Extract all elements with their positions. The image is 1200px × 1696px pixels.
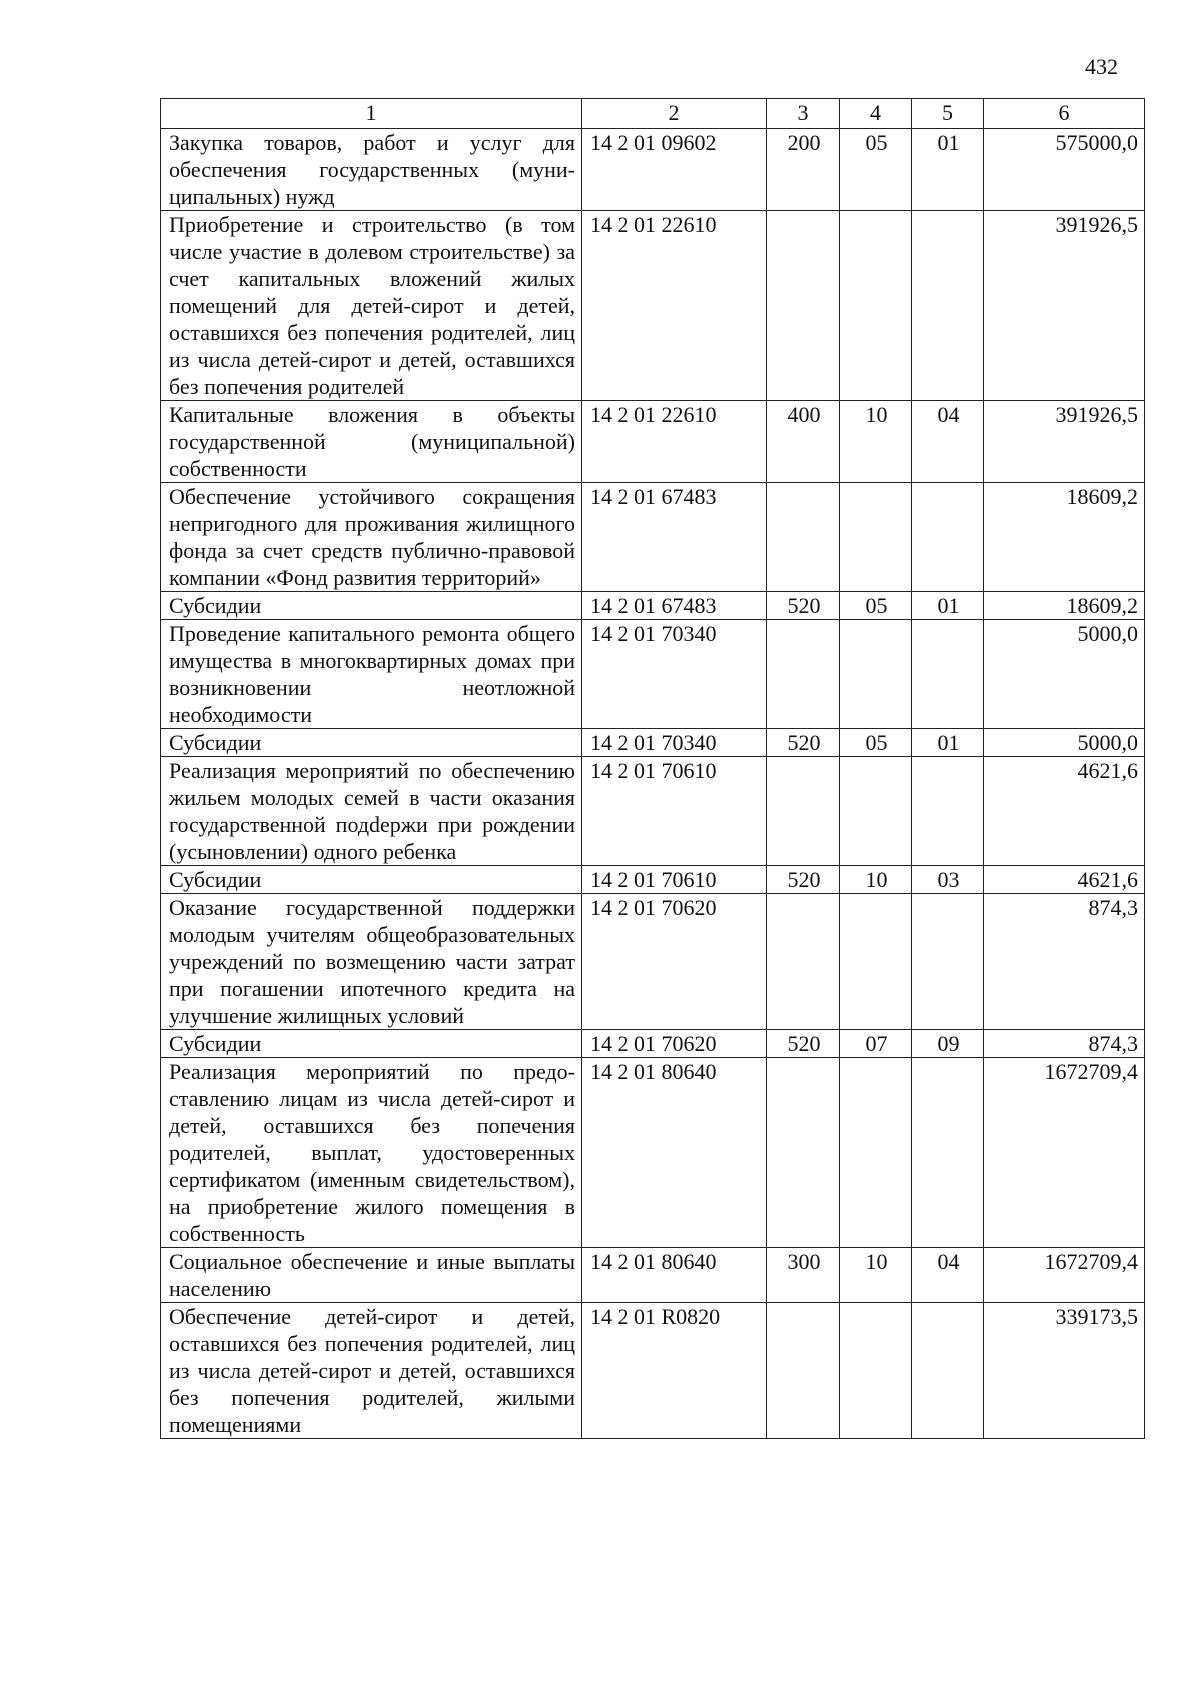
row-name: Оказание государственной поддержки молодым учителям общеобразовательных учреждений по возмещению части затрат при погашении ипотечного кредита на улучшение жилищных условий xyxy=(161,894,582,1030)
row-name: Реализация мероприятий по предоставлению лицам из числа детей-сирот и детей, оставшихся без попечения родителей, выплат, удостоверенных сертификатом (именным свидетельством), на приобретение жилого помещения в собственность xyxy=(161,1058,582,1248)
table-row xyxy=(161,211,1145,401)
row-amount: 391926,5 xyxy=(984,211,1145,401)
row-col-3: 520 xyxy=(767,1030,840,1058)
row-amount: 5000,0 xyxy=(984,729,1145,757)
row-col-5 xyxy=(912,1303,984,1439)
row-col-5 xyxy=(912,1058,984,1248)
row-col-5 xyxy=(912,757,984,866)
row-col-5 xyxy=(912,483,984,592)
row-col-5 xyxy=(912,620,984,729)
table-row xyxy=(161,729,1145,757)
row-col-5: 01 xyxy=(912,129,984,211)
row-name: Субсидии xyxy=(161,592,582,620)
row-code: 14 2 01 70340 xyxy=(582,729,767,757)
table-row xyxy=(161,866,1145,894)
row-name: Реализация мероприятий по обеспечению жильем молодых семей в части оказания государственной подdержи при рождении (усыновлении) одного ребенка xyxy=(161,757,582,866)
column-header-4: 4 xyxy=(840,99,912,129)
row-name: Социальное обеспечение и иные выплаты населению xyxy=(161,1248,582,1303)
row-amount: 1672709,4 xyxy=(984,1058,1145,1248)
row-col-3 xyxy=(767,1303,840,1439)
row-name: Приобретение и строительство (в том числе участие в долевом строительстве) за счет капитальных вложений жилых помещений для детей-сирот и детей, оставшихся без попечения родителей, лиц из числа детей-сирот и детей, оставшихся без попечения родителей xyxy=(161,211,582,401)
row-col-4: 07 xyxy=(840,1030,912,1058)
row-amount: 575000,0 xyxy=(984,129,1145,211)
table-row xyxy=(161,129,1145,211)
row-col-4 xyxy=(840,483,912,592)
row-code: 14 2 01 70610 xyxy=(582,757,767,866)
row-amount: 1672709,4 xyxy=(984,1248,1145,1303)
row-col-4: 05 xyxy=(840,729,912,757)
row-amount: 5000,0 xyxy=(984,620,1145,729)
table-row xyxy=(161,592,1145,620)
row-name: Субсидии xyxy=(161,1030,582,1058)
table-body xyxy=(161,129,1145,1439)
row-amount: 874,3 xyxy=(984,1030,1145,1058)
row-col-5: 04 xyxy=(912,1248,984,1303)
row-col-5: 03 xyxy=(912,866,984,894)
table-header xyxy=(161,99,1145,129)
row-amount: 339173,5 xyxy=(984,1303,1145,1439)
table-row xyxy=(161,1303,1145,1439)
row-col-4: 05 xyxy=(840,129,912,211)
row-name: Капитальные вложения в объекты государственной (муниципальной) собственности xyxy=(161,401,582,483)
row-amount: 4621,6 xyxy=(984,866,1145,894)
row-name: Обеспечение детей-сирот и детей, оставшихся без попечения родителей, лиц из числа детей-сирот и детей, оставшихся без попечения родителей, жилыми помещениями xyxy=(161,1303,582,1439)
row-col-4 xyxy=(840,620,912,729)
row-code: 14 2 01 67483 xyxy=(582,483,767,592)
row-name: Закупка товаров, работ и услуг для обеспечения государственных (муниципальных) нужд xyxy=(161,129,582,211)
row-col-3 xyxy=(767,894,840,1030)
table-row xyxy=(161,1030,1145,1058)
column-header-2: 2 xyxy=(582,99,767,129)
row-code: 14 2 01 67483 xyxy=(582,592,767,620)
table-row xyxy=(161,401,1145,483)
row-code: 14 2 01 70610 xyxy=(582,866,767,894)
row-col-4 xyxy=(840,894,912,1030)
row-col-3: 520 xyxy=(767,729,840,757)
row-col-3 xyxy=(767,483,840,592)
row-col-3 xyxy=(767,620,840,729)
row-name: Обеспечение устойчивого сокращения непригодного для проживания жилищного фонда за счет средств публично-правовой компании «Фонд развития территорий» xyxy=(161,483,582,592)
header-row xyxy=(161,99,1145,129)
row-col-5 xyxy=(912,894,984,1030)
row-code: 14 2 01 22610 xyxy=(582,401,767,483)
row-col-5: 01 xyxy=(912,729,984,757)
row-code: 14 2 01 70620 xyxy=(582,894,767,1030)
column-header-3: 3 xyxy=(767,99,840,129)
row-name: Субсидии xyxy=(161,866,582,894)
row-col-3 xyxy=(767,211,840,401)
row-code: 14 2 01 70620 xyxy=(582,1030,767,1058)
row-col-4 xyxy=(840,1303,912,1439)
budget-table xyxy=(160,98,1145,1439)
row-col-4 xyxy=(840,211,912,401)
row-col-3: 520 xyxy=(767,592,840,620)
row-code: 14 2 01 09602 xyxy=(582,129,767,211)
row-col-3 xyxy=(767,1058,840,1248)
row-col-3 xyxy=(767,757,840,866)
row-name: Проведение капитального ремонта общего имущества в многоквартирных домах при возникновении неотложной необходимости xyxy=(161,620,582,729)
row-col-4 xyxy=(840,757,912,866)
table-row xyxy=(161,1248,1145,1303)
page-number: 432 xyxy=(1085,54,1118,79)
row-col-5: 01 xyxy=(912,592,984,620)
row-col-4: 10 xyxy=(840,866,912,894)
row-amount: 391926,5 xyxy=(984,401,1145,483)
row-name: Субсидии xyxy=(161,729,582,757)
row-code: 14 2 01 22610 xyxy=(582,211,767,401)
column-header-1: 1 xyxy=(161,99,582,129)
row-col-4: 10 xyxy=(840,1248,912,1303)
row-amount: 18609,2 xyxy=(984,483,1145,592)
table-row xyxy=(161,483,1145,592)
row-amount: 4621,6 xyxy=(984,757,1145,866)
row-col-4: 05 xyxy=(840,592,912,620)
row-col-3: 520 xyxy=(767,866,840,894)
row-col-3: 400 xyxy=(767,401,840,483)
row-amount: 874,3 xyxy=(984,894,1145,1030)
table-row xyxy=(161,620,1145,729)
row-col-5: 09 xyxy=(912,1030,984,1058)
table-row xyxy=(161,894,1145,1030)
row-col-5: 04 xyxy=(912,401,984,483)
row-code: 14 2 01 80640 xyxy=(582,1248,767,1303)
table-row xyxy=(161,757,1145,866)
row-col-5 xyxy=(912,211,984,401)
row-col-4 xyxy=(840,1058,912,1248)
row-col-3: 300 xyxy=(767,1248,840,1303)
row-col-4: 10 xyxy=(840,401,912,483)
column-header-5: 5 xyxy=(912,99,984,129)
row-col-3: 200 xyxy=(767,129,840,211)
column-header-6: 6 xyxy=(984,99,1145,129)
row-code: 14 2 01 70340 xyxy=(582,620,767,729)
table-row xyxy=(161,1058,1145,1248)
row-code: 14 2 01 80640 xyxy=(582,1058,767,1248)
row-code: 14 2 01 R0820 xyxy=(582,1303,767,1439)
row-amount: 18609,2 xyxy=(984,592,1145,620)
